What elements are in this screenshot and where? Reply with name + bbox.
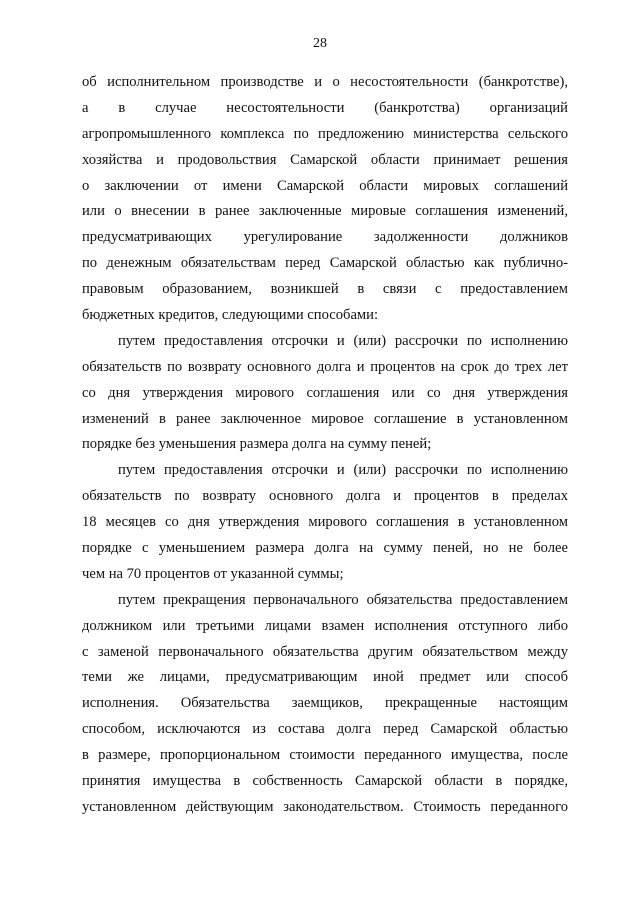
text-line: о заключении от имени Самарской области мировых соглашений	[82, 177, 568, 194]
text-line: порядке с уменьшением размера долга на сумму пеней, но не более	[82, 540, 568, 557]
text-line: исполнения. Обязательства заемщиков, прекращенные настоящим	[82, 695, 568, 712]
text-line: правовым образованием, возникшей в связи с предоставлением	[82, 281, 568, 298]
text-line: с заменой первоначального обязательства другим обязательством между	[82, 643, 568, 660]
text-line: путем предоставления отсрочки и (или) рассрочки по исполнению	[118, 332, 568, 349]
text-line: об исполнительном производстве и о несостоятельности (банкротстве),	[82, 74, 568, 90]
text-line: способом, исключаются из состава долга перед Самарской областью	[82, 721, 568, 738]
text-line: агропромышленного комплекса по предложению министерства сельского	[82, 125, 568, 142]
text-line: путем прекращения первоначального обязательства предоставлением	[118, 591, 568, 608]
text-line: обязательств по возврату основного долга и процентов в пределах	[82, 488, 568, 505]
document-body	[82, 70, 568, 821]
text-line: в размере, пропорциональном стоимости переданного имущества, после	[82, 747, 568, 764]
text-line: порядке без уменьшения размера долга на сумму пеней;	[82, 436, 432, 453]
text-line: чем на 70 процентов от указанной суммы;	[82, 565, 344, 582]
text-line: 18 месяцев со дня утверждения мирового соглашения в установленном	[82, 514, 568, 531]
text-line: путем предоставления отсрочки и (или) рассрочки по исполнению	[118, 462, 568, 479]
text-line: теми же лицами, предусматривающим иной предмет или способ	[82, 669, 568, 686]
text-line: со дня утверждения мирового соглашения или со дня утверждения	[82, 384, 568, 401]
text-line: установленном действующим законодательством. Стоимость переданного	[82, 798, 568, 815]
text-line: должником или третьими лицами взамен исполнения отступного либо	[82, 617, 568, 634]
page-number: 28	[313, 36, 327, 51]
text-line: предусматривающих урегулирование задолженности должников	[82, 229, 568, 246]
text-line: или о внесении в ранее заключенные мировые соглашения изменений,	[82, 203, 568, 220]
text-line: хозяйства и продовольствия Самарской области принимает решения	[82, 151, 568, 168]
text-line: обязательств по возврату основного долга и процентов на срок до трех лет	[82, 358, 568, 375]
text-line: по денежным обязательствам перед Самарской областью как публично-	[82, 255, 568, 272]
text-line: принятия имущества в собственность Самарской области в порядке,	[82, 773, 568, 790]
text-line: изменений в ранее заключенное мировое соглашение в установленном	[82, 410, 568, 427]
text-line: бюджетных кредитов, следующими способами:	[82, 307, 379, 324]
text-line: а в случае несостоятельности (банкротства) организаций	[82, 99, 568, 116]
